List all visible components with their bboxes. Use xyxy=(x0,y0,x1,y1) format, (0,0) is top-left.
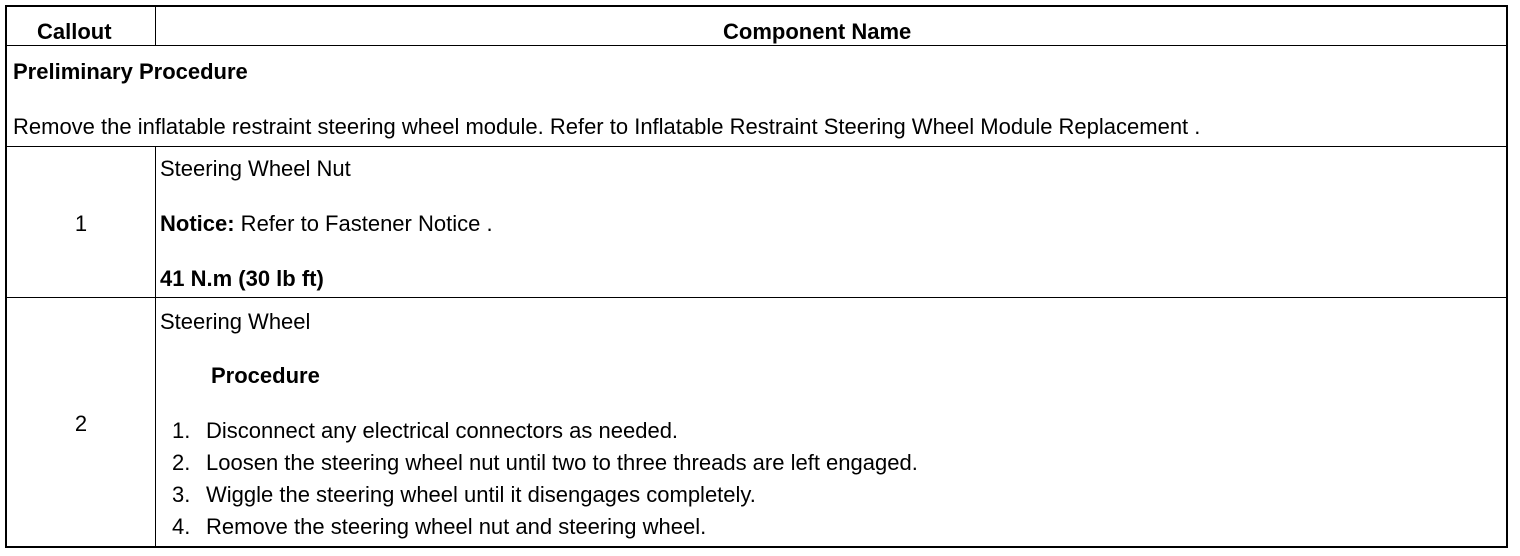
callout-1: 1 xyxy=(74,211,88,236)
preliminary-divider xyxy=(7,146,1506,147)
notice-text: Refer to Fastener Notice . xyxy=(234,211,493,236)
component-table xyxy=(5,5,1508,548)
torque-spec: 41 N.m (30 lb ft) xyxy=(160,266,324,291)
procedure-steps xyxy=(166,415,918,543)
header-column-divider xyxy=(155,7,156,45)
header-callout: Callout xyxy=(37,19,112,44)
component-name-1: Steering Wheel Nut xyxy=(160,156,351,181)
callout-2: 2 xyxy=(74,411,88,436)
procedure-step: 2. Loosen the steering wheel nut until two to three threads are left engaged. xyxy=(172,450,918,475)
procedure-step: 4. Remove the steering wheel nut and steering wheel. xyxy=(172,514,707,539)
notice-label: Notice: xyxy=(160,211,235,236)
component-name-2: Steering Wheel xyxy=(160,309,311,334)
procedure-step: 1. Disconnect any electrical connectors as needed. xyxy=(172,418,679,443)
preliminary-text: Remove the inflatable restraint steering wheel module. Refer to Inflatable Restraint Steering Wheel Module Replacement . xyxy=(13,114,1201,139)
row1-divider xyxy=(7,297,1506,298)
preliminary-title: Preliminary Procedure xyxy=(13,59,248,84)
body-column-divider xyxy=(155,146,156,546)
header-divider xyxy=(7,45,1506,46)
procedure-step: 3. Wiggle the steering wheel until it disengages completely. xyxy=(172,482,756,507)
header-component-name: Component Name xyxy=(723,19,912,44)
notice-line xyxy=(160,211,493,237)
procedure-title: Procedure xyxy=(211,363,320,388)
